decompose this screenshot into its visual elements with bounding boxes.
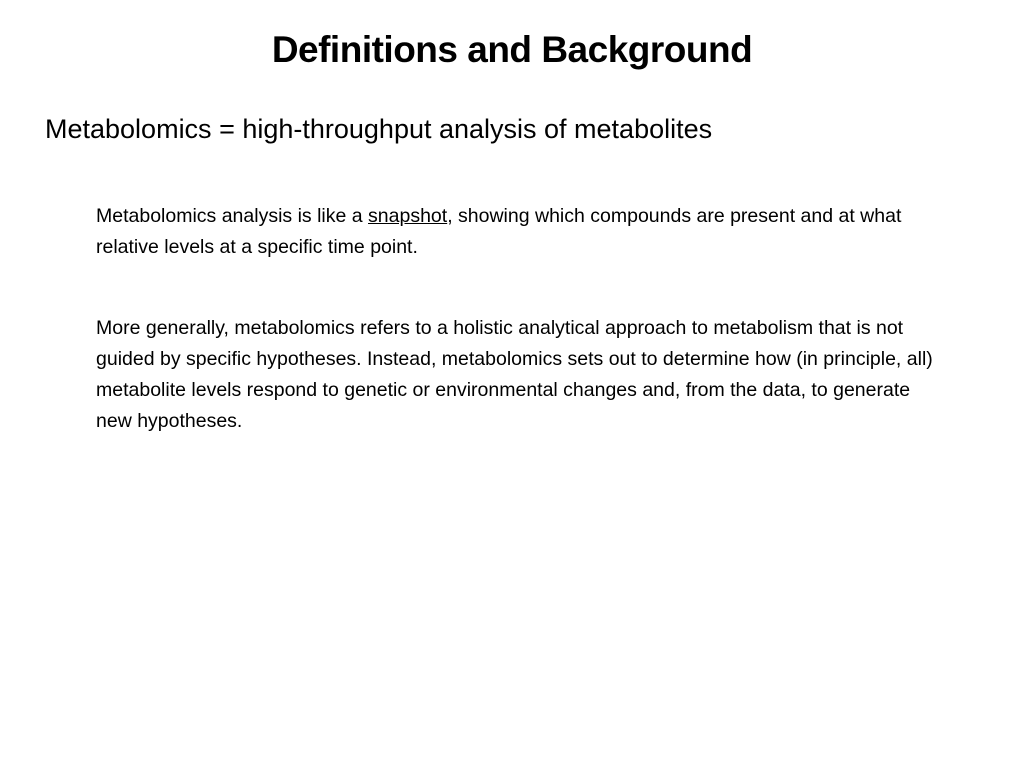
paragraph-general-definition: More generally, metabolomics refers to a holistic analytical approach to metabolism that is not guided by specific hypotheses. Instead, metabolomics sets out to determine how (in principle, all) metabolite levels respond to genetic or environmental changes and, from the data, to generate new hypotheses. (96, 317, 933, 432)
main-bullet: Metabolomics = high-throughput analysis of metabolites (45, 114, 713, 144)
snapshot-emphasis: snapshot (368, 205, 448, 227)
paragraph-snapshot-text-start: Metabolomics analysis is like a (96, 205, 369, 227)
slide-title: Definitions and Background (271, 29, 753, 70)
paragraph-snapshot (96, 201, 946, 263)
paragraph-snapshot-text-end: , showing which compounds are present and at what relative levels at a specific time point. (96, 205, 902, 258)
